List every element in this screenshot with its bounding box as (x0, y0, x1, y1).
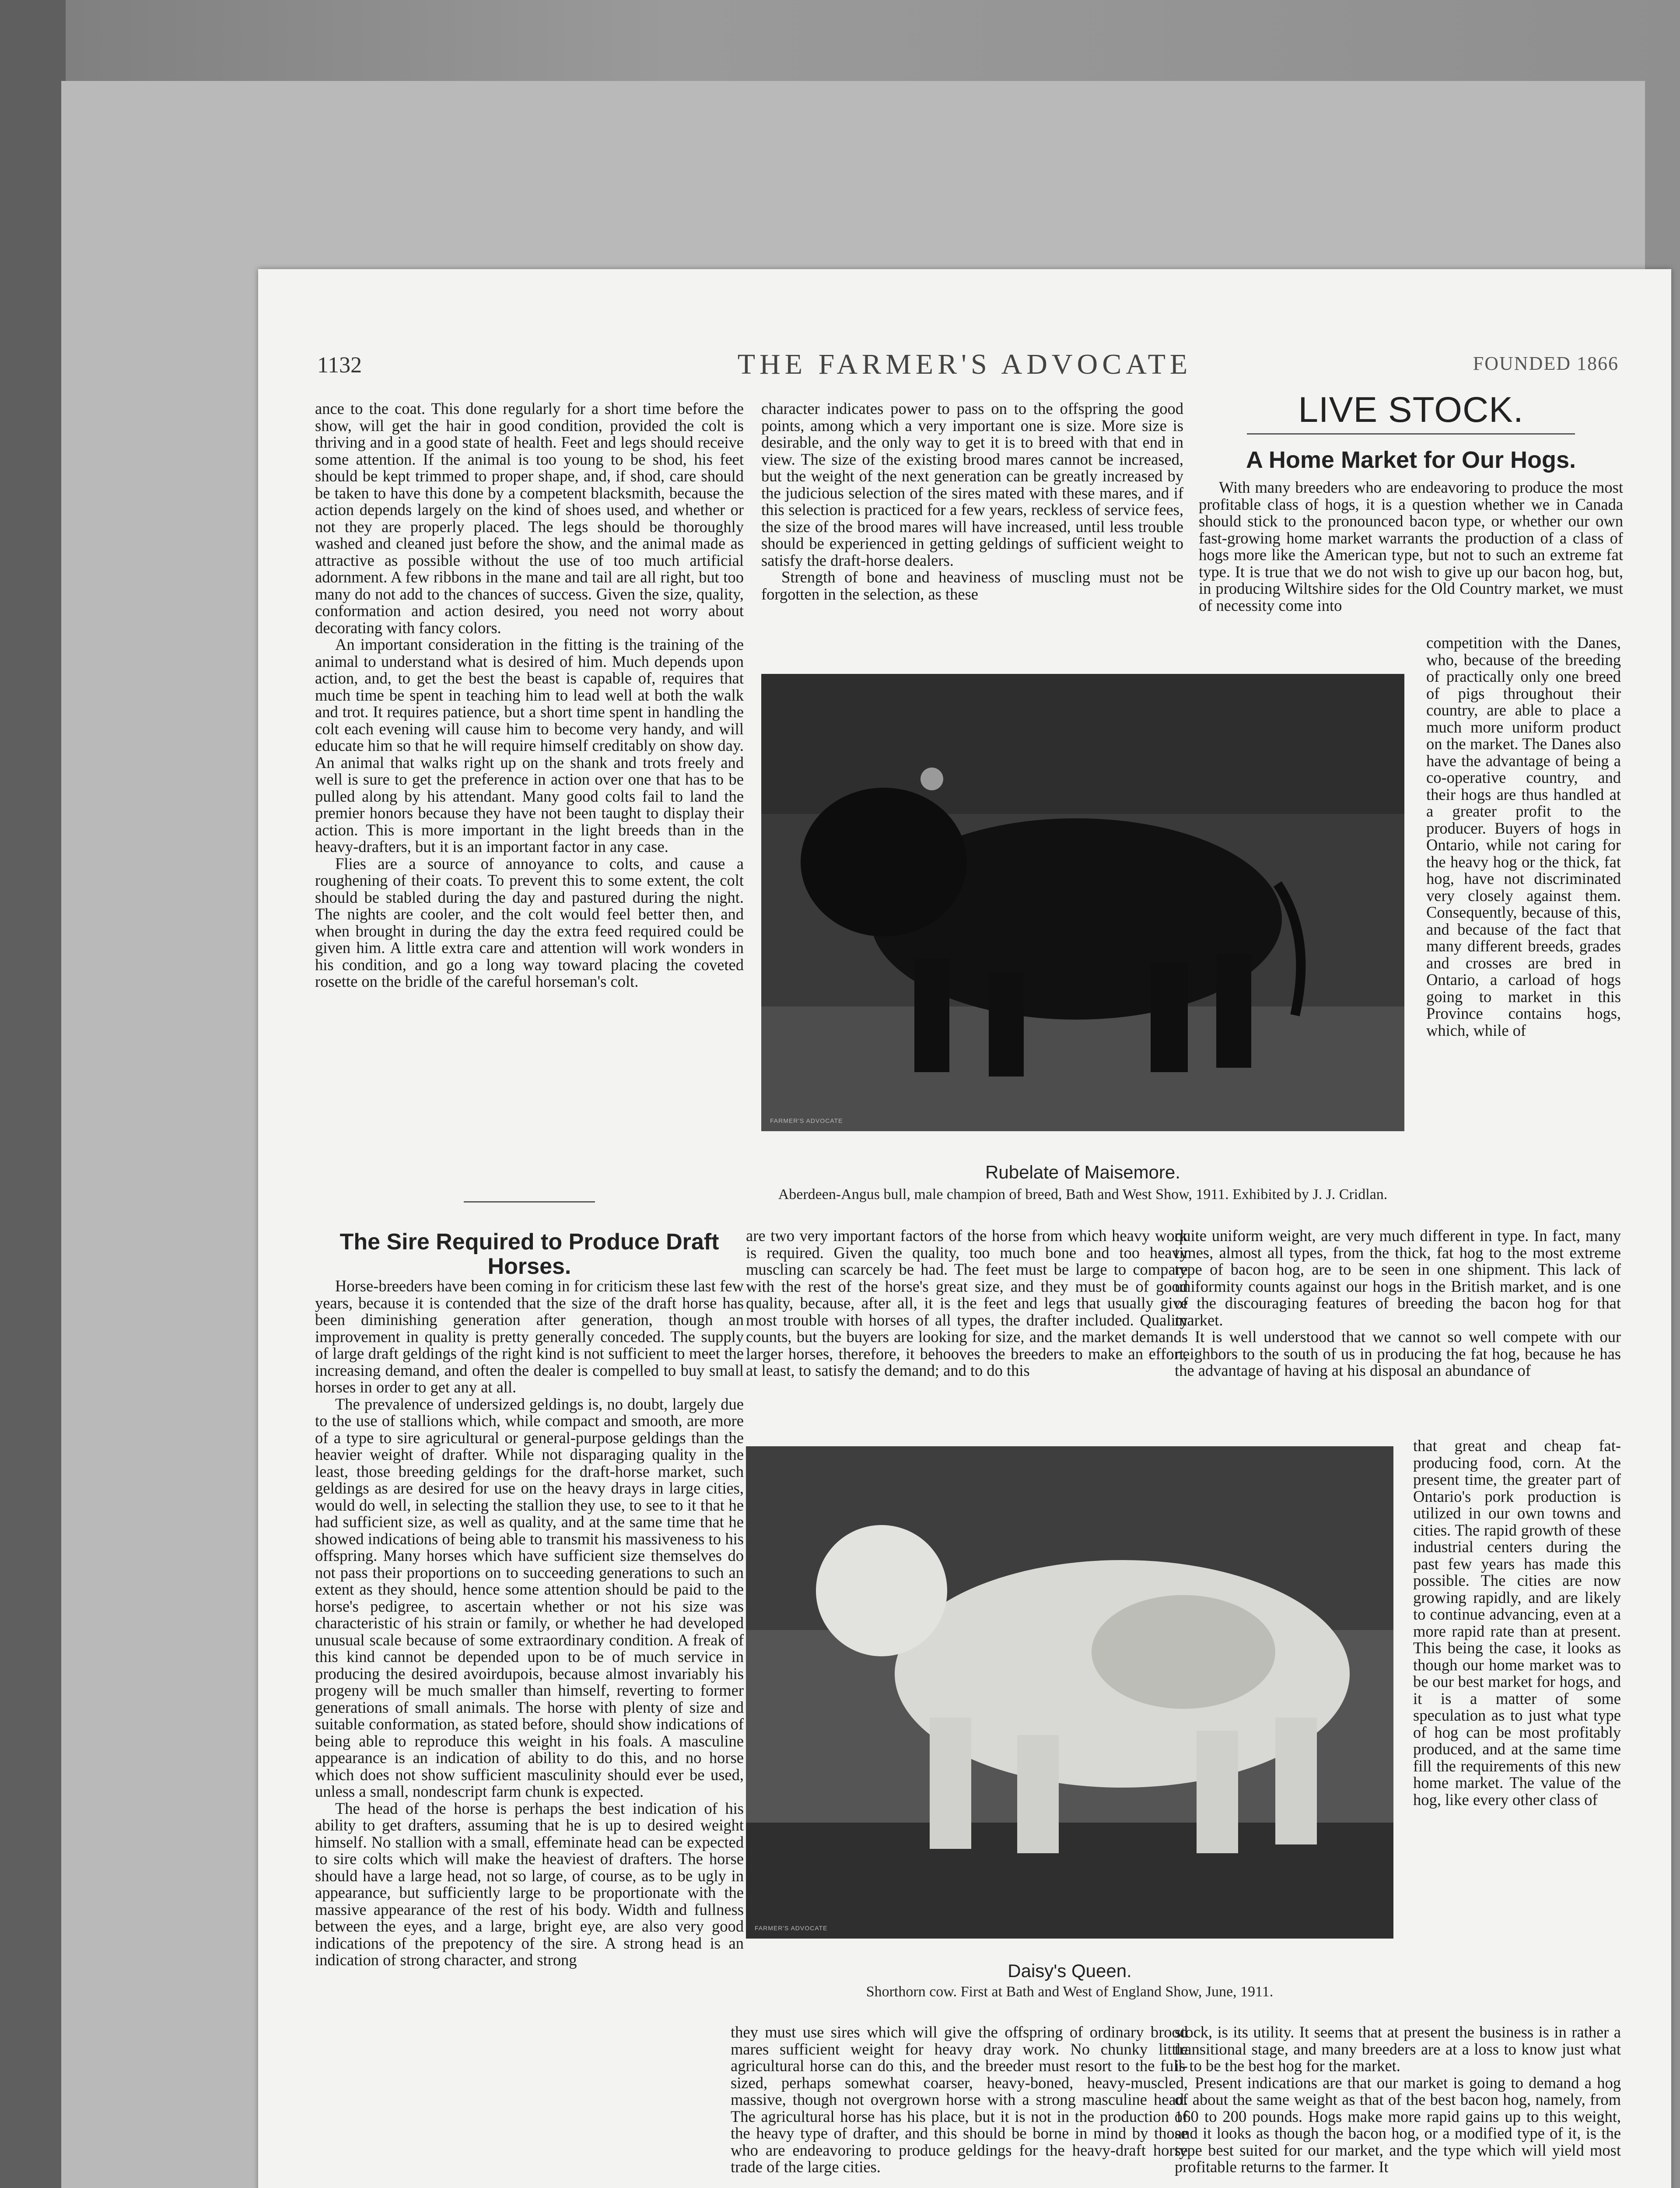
article-title-sire: The Sire Required to Produce Draft Horses. (340, 1229, 719, 1279)
hogs-bottom-text (1175, 2024, 1621, 2188)
binder-strip (0, 0, 66, 2188)
paragraph: With many breeders who are endeavoring to produce the most profitable class of hogs, it is a question whether we in Canada should stick to the pronounced bacon type, or whether our own fast-growing home market warrants the production of a class of hogs more like the American type, but not to such an extreme fat type. It is true that we do not wish to give up our bacon hog, but, in producing Wiltshire sides for the Old Country market, we must of necessity come into (1199, 478, 1623, 614)
paragraph: stock, is its utility. It seems that at present the business is in rather a transitional stage, and many breeders are at a loss to know just what is to be the best hog for the market. (1175, 2023, 1621, 2075)
paragraph: The head of the horse is perhaps the best indication of his ability to get drafters, assuming that he is up to desired weight himself. No stallion with a small, effeminate head can be expected to sire colts which will make the heaviest of drafters. The horse should have a large head, not so large, of course, as to be ugly in appearance, but sufficiently large to be proportionate with the massive appearance of the rest of his body. Width and fullness between the eyes, and a large, bright eye, are also very good indications of the prepotency of the sire. A strong head is an indication of strong character, and strong (315, 1799, 744, 1969)
paragraph: An important consideration in the fitting is the training of the animal to understand what is desired of him. Much depends upon action, and, to get the best the beast is capable of, requires that much time be spent in teaching him to lead well at both the walk and trot. It requires patience, but a short time spent in handling the colt each evening will cause him to become very handy, and will educate him so that he will require himself creditably on show day. An animal that walks right up on the shank and trots freely and well is sure to get the preference in action over one that has to be pulled along by his attendant. Many good colts fail to land the premier honors because they have not been taught to display their action. This is more important in the light breeds than in the heavy-drafters, but it is an important factor in any case. (315, 635, 744, 856)
divider-rule (464, 1201, 595, 1203)
paragraph: are two very important factors of the horse from which heavy work is required. Given the quality, too much bone and too heavy muscling can scarcely be had. The feet must be large to compare with the rest of the horse's great size, and they must be of good quality, because, after all, it is the feet and legs that usually give most trouble with horses of all types, the drafter included. Quality counts, but the buyers are looking for size, and the market demands larger horses, therefore, it behooves the breeders to make an effort, at least, to satisfy the demand; and to do this (746, 1227, 1188, 1379)
column-2-top-text (761, 400, 1183, 603)
masthead: THE FARMER'S ADVOCATE (737, 348, 1192, 380)
figure-title-bull: Rubelate of Maisemore. (985, 1162, 1180, 1182)
cow-illustration (746, 1446, 1393, 1939)
column-2-bottom-text (731, 2024, 1188, 2188)
paragraph: competition with the Danes, who, because of the breeding of practically only one breed of pigs throughout their country, are able to place a much more uniform product on the market. The Danes also have the advantage of being a co-operative country, and their hogs are thus handled at a greater profit to the producer. Buyers of hogs in Ontario, while not caring for the heavy hog or the thick, fat hog, have not discriminated very closely against them. Consequently, because of this, and because of the fact that many different breeds, grades and crosses are bred in Ontario, a carload of hogs going to market in this Province contains hogs, which, while of (1426, 634, 1621, 1039)
column-2-middle-text (746, 1227, 1188, 1379)
bull-photo (761, 674, 1404, 1131)
page-header (258, 348, 1671, 383)
paragraph: Horse-breeders have been coming in for criticism these last few years, because it is contended that the size of the draft horse has been diminishing generation after generation, though an improvement in quality is pretty generally conceded. The supply of large draft geldings of the right kind is not sufficient to meet the increasing demand, and often the dealer is compelled to buy small horses in order to get any at all. (315, 1277, 744, 1396)
paragraph: The prevalence of undersized geldings is, no doubt, largely due to the use of stallions which, while compact and smooth, are more of a type to sire agricultural or general-purpose geldings than the heavier weight of drafter. While not disparaging quality in the least, those breeding geldings for the draft-horse market, such geldings as are desired for use on the heavy drays in large cities, would do well, in selecting the stallion they use, to see to it that he had sufficient size, as well as quality, and at the same time that he showed indications of being able to transmit his massiveness to his offspring. Many horses which have sufficient size themselves do not pass their proportions on to succeeding generations to such an extent as they should, hence some attention should be paid to the horse's pedigree, to ascertain whether or not his size was characteristic of his strain or family, or whether he had developed unusual scale because of some extraordinary condition. A freak of this kind cannot be depended upon to be of much service in producing the desired avoirdupois, because almost invariably his progeny will be much smaller than himself, reverting to former generations of small animals. The horse with plenty of size and suitable conformation, as stated before, should show indications of being able to reproduce this weight in his foals. A masculine appearance is an indication of ability to do this, and no horse which does not show sufficient masculinity should ever be used, unless a small, nondescript farm chunk is expected. (315, 1395, 744, 1800)
hogs-side-text-2 (1413, 1438, 1621, 2033)
figure-caption-bull: Aberdeen-Angus bull, male champion of breed, Bath and West Show, 1911. Exhibited by J. J. Cridlan. (778, 1186, 1388, 1203)
paragraph: quite uniform weight, are very much different in type. In fact, many times, almost all types, from the thick, fat hog to the most extreme type of bacon hog, are to be seen in one shipment. This lack of uniformity counts against our hogs in the British market, and is one of the discouraging features of breeding the bacon hog for that market. (1175, 1227, 1621, 1329)
newspaper-page (258, 269, 1671, 2188)
paragraph: It is well understood that we cannot so well compete with our neighbors to the south of us in producing the fat hog, because he has the advantage of having at his disposal an abundance of (1175, 1328, 1621, 1379)
cow-photo (746, 1446, 1393, 1939)
figure-title-cow: Daisy's Queen. (1008, 1960, 1132, 1981)
photo-credit: FARMER'S ADVOCATE (755, 1925, 828, 1932)
paragraph: ance to the coat. This done regularly for a short time before the show, will get the hair in good condition, provided the colt is thriving and in a good state of health. Feet and legs should receive some attention. If the animal is too young to be shod, his feet should be kept trimmed to proper shape, and, if shod, care should be taken to have this done by a competent blacksmith, because the action depends largely on the kind of shoes used, and whether or not they are properly placed. The legs should be thoroughly washed and cleaned just before the show, and the animal made as attractive as possible without the use of too much artificial adornment. A few ribbons in the mane and tail are all right, but too many do not add to the chances of success. Given the size, quality, conformation and action desired, you need not worry about decorating with fancy colors. (315, 400, 744, 637)
paragraph: Present indications are that our market is going to demand a hog of about the same weight as that of the best bacon hog, namely, from 160 to 200 pounds. Hogs make more rapid gains up to this weight, and it looks as though the bacon hog, or a modified type of it, is the type best suited for our market, and the type which will yield most profitable returns to the farmer. It (1175, 2073, 1621, 2176)
figure-caption-cow: Shorthorn cow. First at Bath and West of England Show, June, 1911. (866, 1984, 1274, 2000)
paragraph: that great and cheap fat-producing food, corn. At the present time, the greater part of Ontario's pork production is utilized in our own towns and cities. The rapid growth of these industrial centers during the past few years has made this possible. The cities are now growing rapidly, and are likely to continue advancing, even at a more rapid rate than at present. This being the case, it looks as though our home market was to be our best market for hogs, and it is a matter of some speculation as to just what type of hog can be most profitably produced, and at the same time fill the requirements of this new home market. The value of the hog, like every other class of (1413, 1437, 1621, 1809)
sire-article-text (315, 1278, 744, 2188)
hogs-side-text (1426, 635, 1621, 1238)
bull-illustration (761, 674, 1404, 1131)
page-number: 1132 (317, 353, 362, 378)
paragraph: Strength of bone and heaviness of muscling must not be forgotten in the selection, as these (761, 568, 1183, 603)
paragraph: Flies are a source of annoyance to colts, and cause a roughening of their coats. To prevent this to some extent, the colt should be stabled during the day and pastured during the night. The nights are cooler, and the colt would feel better then, and when brought in during the day the extra feed required could be given him. A little extra care and attention will work wonders in his condition, and go a long way toward placing the coveted rosette on the bridle of the careful horseman's colt. (315, 854, 744, 990)
photo-credit: FARMER'S ADVOCATE (770, 1117, 843, 1124)
section-title: LIVE STOCK. (1298, 390, 1524, 430)
hogs-middle-text (1175, 1227, 1621, 1379)
paragraph: they must use sires which will give the offspring of ordinary brood mares sufficient weight for heavy dray work. No chunky little agricultural horse can do this, and the breeder must resort to the full-sized, perhaps somewhat coarser, heavy-boned, heavy-muscled, massive, though not overgrown horse with a strong masculine head. The agricultural horse has his place, but it is not in the production of the heavy type of drafter, and this should be borne in mind by those who are endeavoring to produce geldings for the heavy-draft horse trade of the large cities. (731, 2023, 1188, 2176)
section-rule (1247, 433, 1575, 435)
paragraph: character indicates power to pass on to the offspring the good points, among which a very important one is size. More size is desirable, and the only way to get it is to breed with that end in view. The size of the existing brood mares cannot be increased, but the weight of the next generation can be greatly increased by the judicious selection of the sires mated with these mares, and if this selection is practiced for a few years, reckless of service fees, the size of the brood mares will have increased, until less trouble should be experienced in getting geldings of sufficient weight to satisfy the draft-horse dealers. (761, 400, 1183, 569)
column-1-top-text (315, 400, 744, 990)
founded-note: FOUNDED 1866 (1473, 353, 1619, 374)
hogs-intro-text (1199, 479, 1623, 614)
article-title-hogs: A Home Market for Our Hogs. (1246, 447, 1576, 473)
